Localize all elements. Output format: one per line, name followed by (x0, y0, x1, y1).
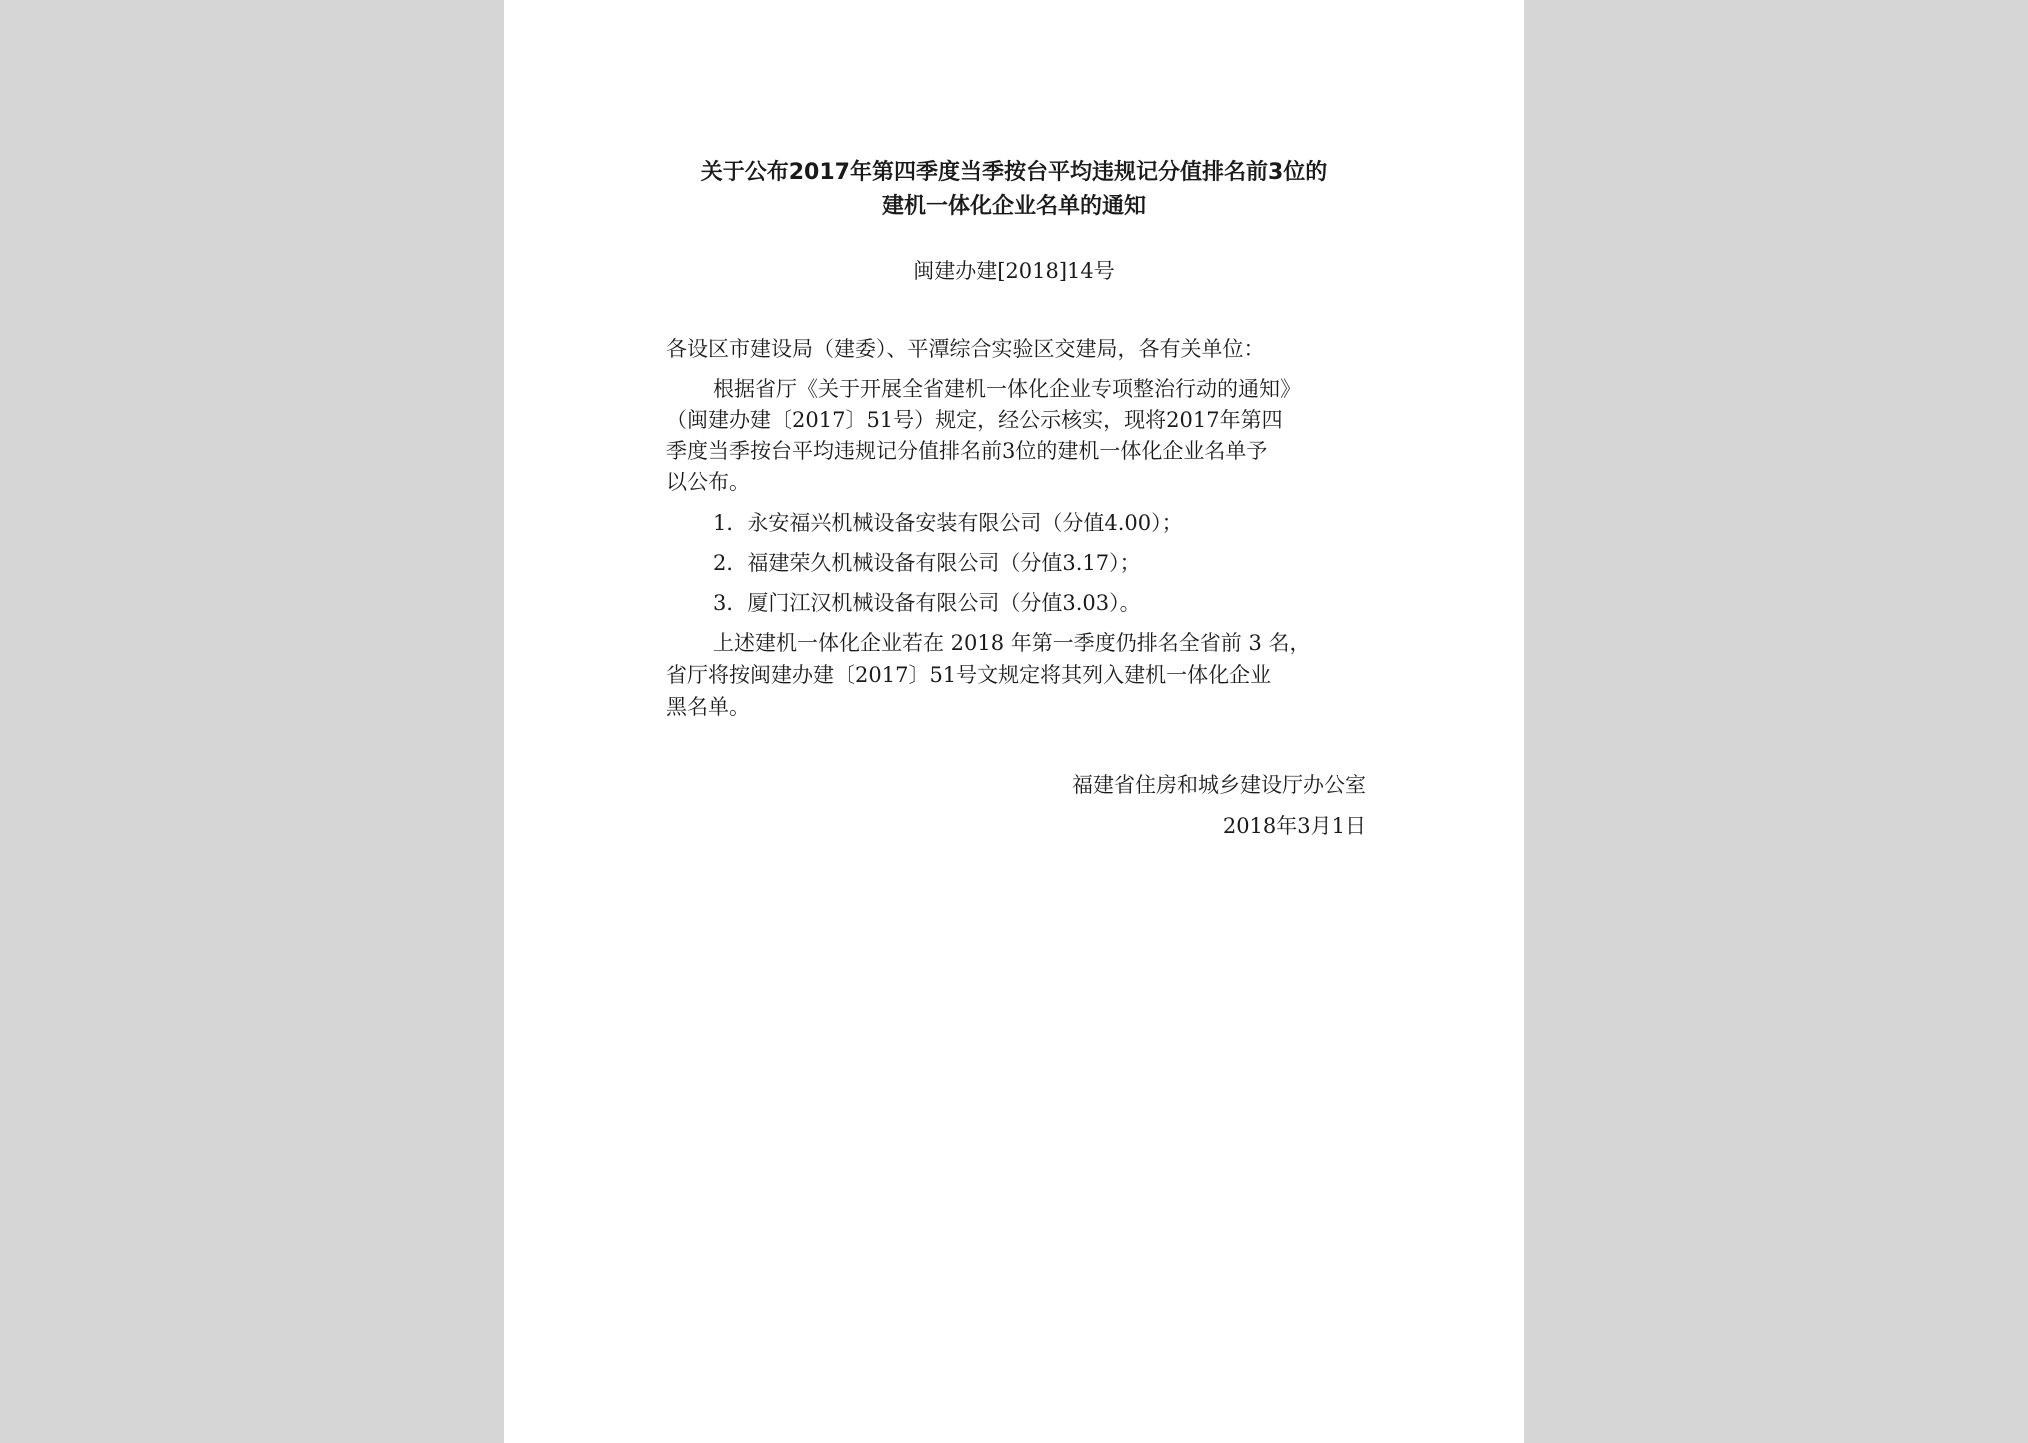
signature-date: 2018年3月1日 (1222, 814, 1366, 838)
paragraph-1-line-2: （闽建办建〔2017〕51号）规定，经公示核实，现将2017年第四 (666, 408, 1283, 432)
list-item-3: 3．厦门江汉机械设备有限公司（分值3.03）。 (713, 591, 1141, 615)
document-number: 闽建办建[2018]14号 (913, 259, 1115, 283)
paragraph-1-line-4: 以公布。 (666, 470, 750, 494)
paragraph-2-line-3: 黑名单。 (666, 695, 750, 719)
signature-organization: 福建省住房和城乡建设厅办公室 (1072, 773, 1366, 797)
list-item-2: 2．福建荣久机械设备有限公司（分值3.17）； (713, 551, 1141, 575)
document-title-line-1: 关于公布2017年第四季度当季按台平均违规记分值排名前3位的 (700, 160, 1328, 185)
paragraph-1-line-3: 季度当季按台平均违规记分值排名前3位的建机一体化企业名单予 (666, 439, 1268, 463)
paragraph-1-line-1: 根据省厅《关于开展全省建机一体化企业专项整治行动的通知》 (713, 377, 1301, 401)
list-item-1: 1．永安福兴机械设备安装有限公司（分值4.00）； (713, 511, 1183, 535)
document-title-line-2: 建机一体化企业名单的通知 (881, 194, 1146, 219)
salutation: 各设区市建设局（建委）、平潭综合实验区交建局，各有关单位： (666, 337, 1265, 361)
paragraph-2-line-2: 省厅将按闽建办建〔2017〕51号文规定将其列入建机一体化企业 (666, 663, 1272, 687)
paragraph-2-line-1: 上述建机一体化企业若在 2018 年第一季度仍排名全省前 3 名， (713, 631, 1311, 655)
document-page (504, 0, 1524, 1443)
